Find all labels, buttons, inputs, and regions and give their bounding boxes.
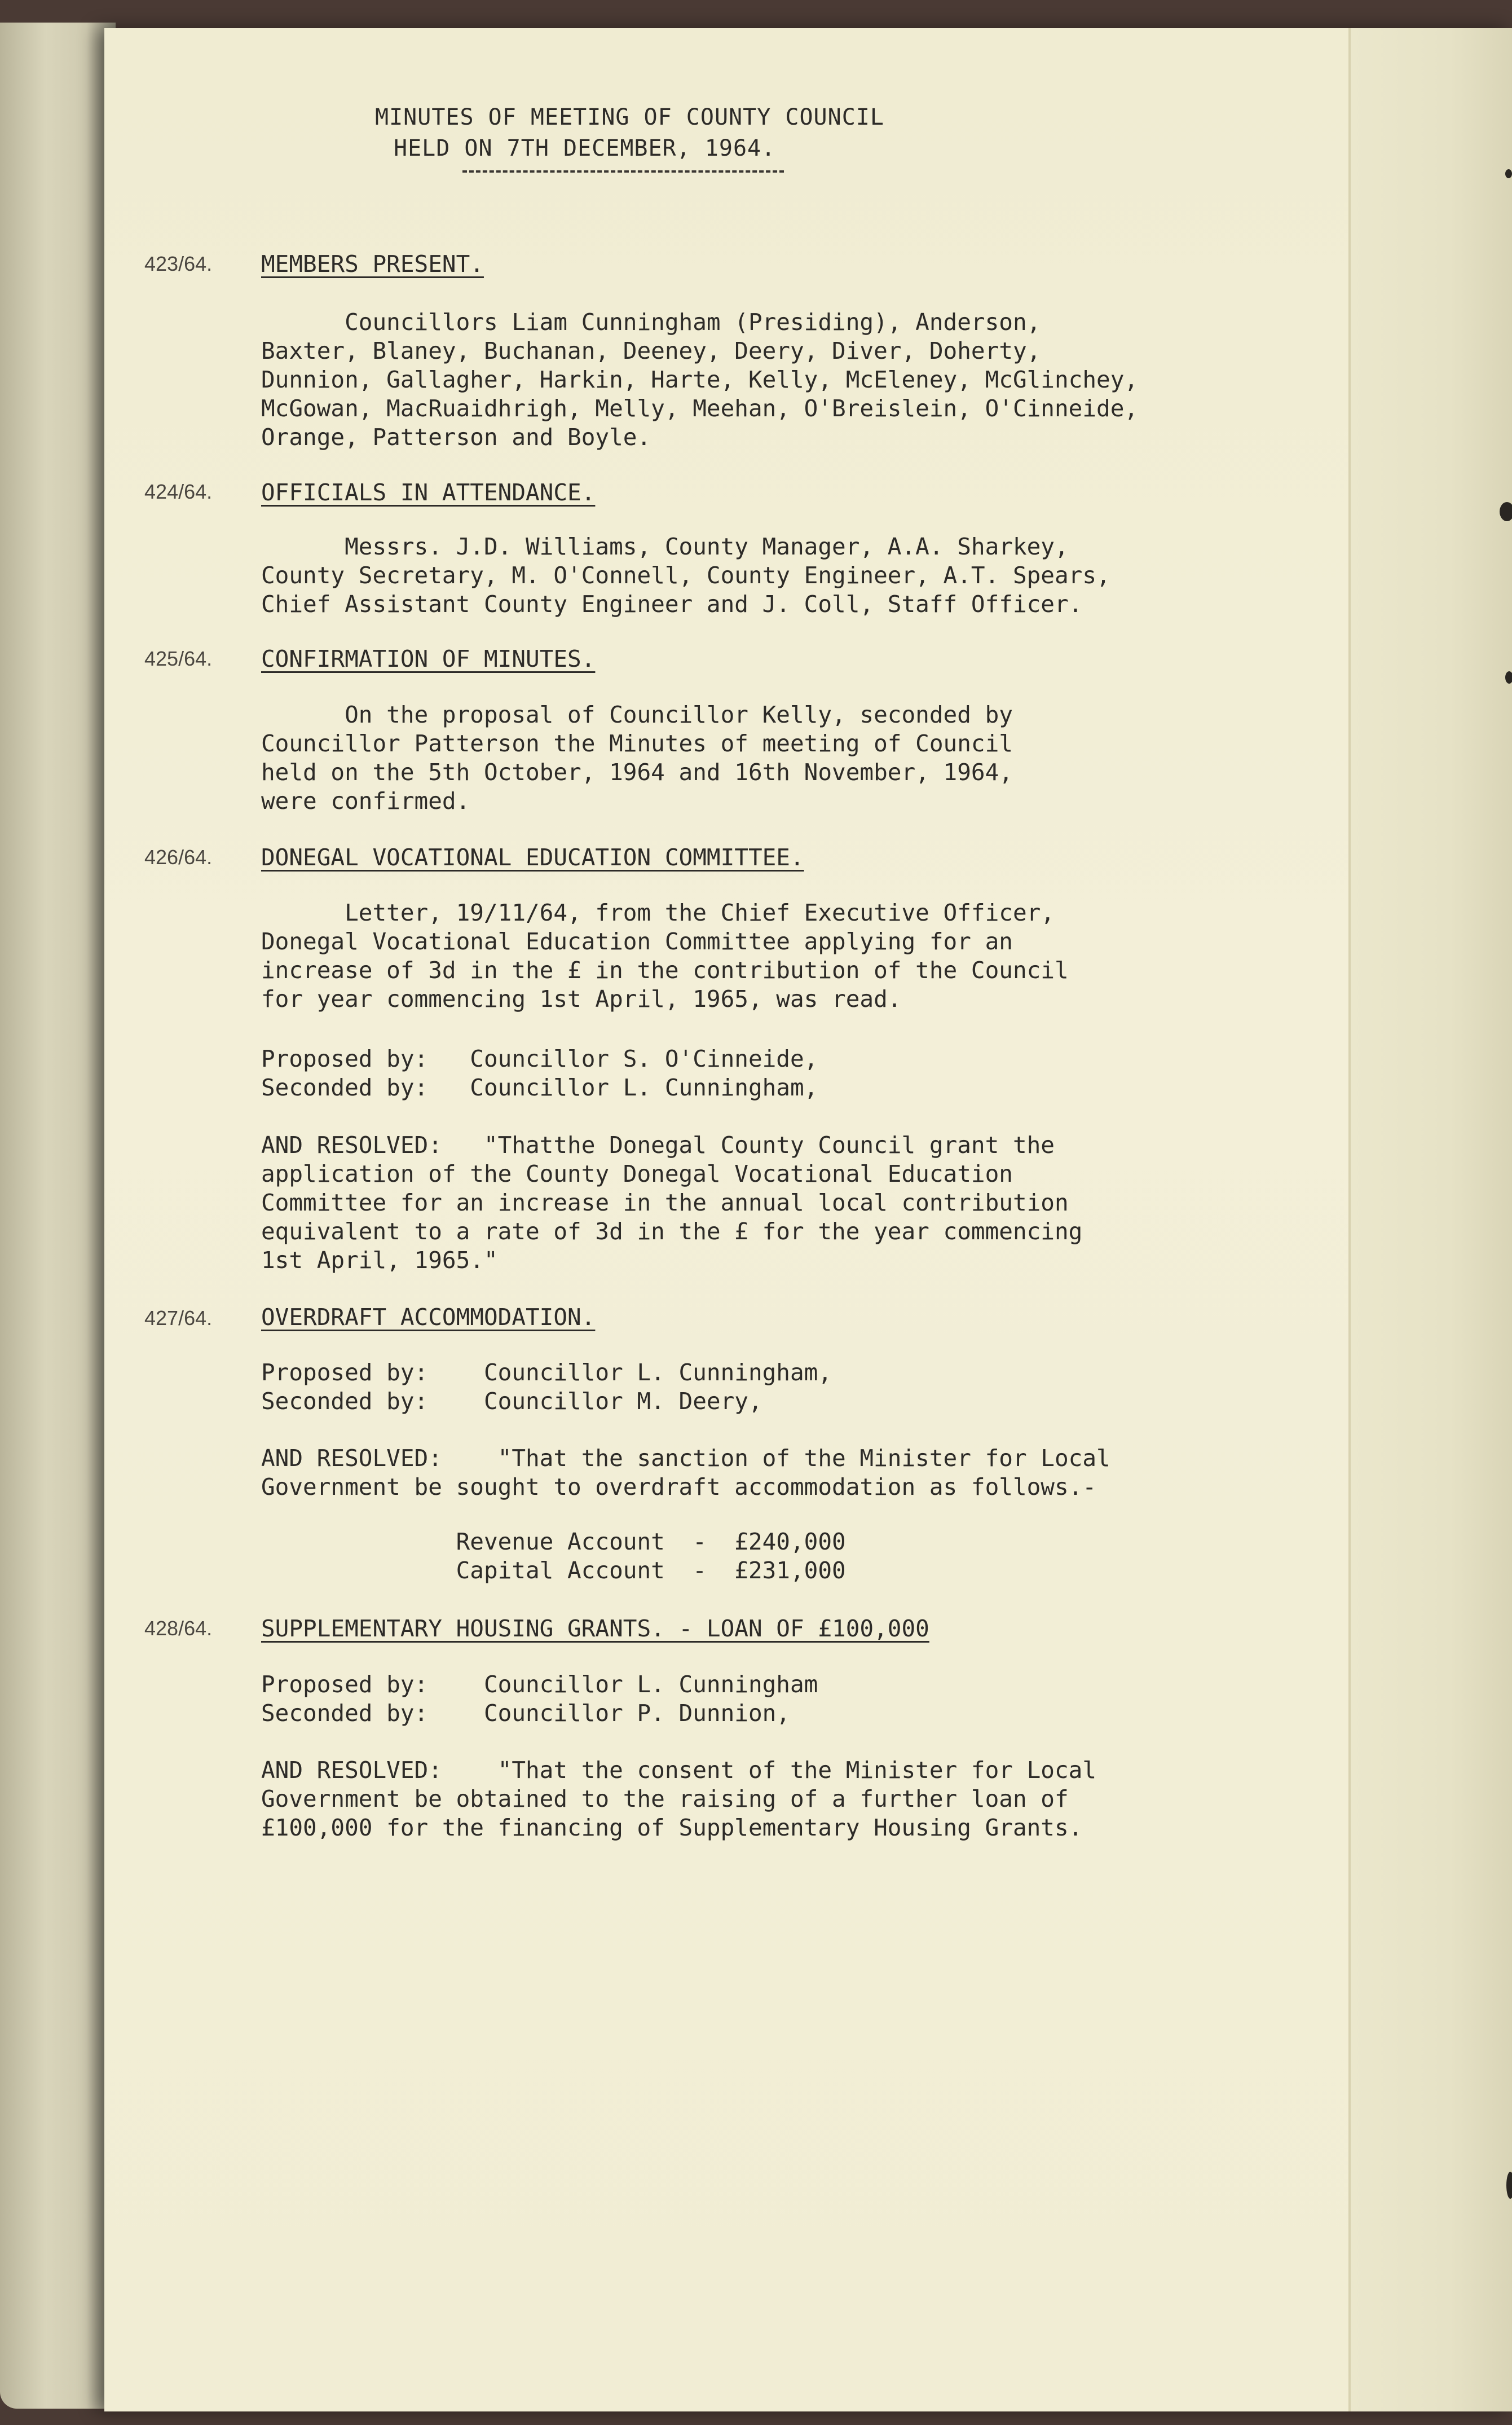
section-heading: SUPPLEMENTARY HOUSING GRANTS. - LOAN OF £100,000: [261, 1615, 929, 1642]
minute-ref: 424/64.: [144, 480, 213, 503]
motion-block: Proposed by: Councillor S. O'Cinneide, Seconded by: Councillor L. Cunningham,: [261, 1045, 818, 1101]
minute-ref: 428/64.: [144, 1617, 213, 1640]
facing-page-edge: [0, 23, 116, 2409]
motion-block: Proposed by: Councillor L. Cunningham Seconded by: Councillor P. Dunnion,: [261, 1671, 818, 1727]
document-title-line-1: MINUTES OF MEETING OF COUNTY COUNCIL: [375, 104, 884, 130]
resolution-block: AND RESOLVED: "Thatthe Donegal County Council grant the application of the County Donegal Vocational Education Committee for an increase in the annual local contribution equivalent to a rate of 3d in the £ for the year commencing 1st April, 1965.": [261, 1132, 1083, 1274]
minute-ref: 426/64.: [144, 846, 213, 869]
minute-ref: 425/64.: [144, 647, 213, 670]
section-body: On the proposal of Councillor Kelly, seconded by Councillor Patterson the Minutes of meeting of Council held on the 5th October, 1964 and 16th November, 1964, were confirmed.: [261, 701, 1013, 815]
section-heading: OFFICIALS IN ATTENDANCE.: [261, 479, 596, 506]
section-body: Messrs. J.D. Williams, County Manager, A.A. Sharkey, County Secretary, M. O'Connell, County Engineer, A.T. Spears, Chief Assistant County Engineer and J. Coll, Staff Officer.: [261, 533, 1110, 618]
minute-ref: 427/64.: [144, 1306, 213, 1330]
minute-ref: 423/64.: [144, 252, 213, 275]
section-body: Councillors Liam Cunningham (Presiding), Anderson, Baxter, Blaney, Buchanan, Deeney, Deery, Diver, Doherty, Dunnion, Gallagher, Harkin, Harte, Kelly, McEleney, McGlinchey, McGowan, MacRuaidhrigh, Melly, Meehan, O'Breislein, O'Cinneide, Orange, Patterson and Boyle.: [261, 309, 1139, 451]
section-heading: MEMBERS PRESENT.: [261, 250, 484, 278]
punch-hole-mark: [1505, 671, 1512, 684]
punch-hole-mark: [1500, 502, 1512, 521]
section-heading: DONEGAL VOCATIONAL EDUCATION COMMITTEE.: [261, 844, 804, 871]
title-divider: [462, 170, 784, 173]
page-binding-margin: [1348, 28, 1512, 2411]
punch-hole-mark: [1505, 169, 1512, 178]
motion-block: Proposed by: Councillor L. Cunningham, Seconded by: Councillor M. Deery,: [261, 1359, 832, 1415]
resolution-block: AND RESOLVED: "That the sanction of the Minister for Local Government be sought to overdraft accommodation as follows.-: [261, 1445, 1110, 1500]
resolution-block: AND RESOLVED: "That the consent of the Minister for Local Government be obtained to the raising of a further loan of £100,000 for the financing of Supplementary Housing Grants.: [261, 1757, 1097, 1841]
section-heading: OVERDRAFT ACCOMMODATION.: [261, 1304, 596, 1331]
section-body: Letter, 19/11/64, from the Chief Executive Officer, Donegal Vocational Education Committee applying for an increase of 3d in the £ in the contribution of the Council for year commencing 1st April, 1965, was read.: [261, 899, 1069, 1013]
section-heading: CONFIRMATION OF MINUTES.: [261, 645, 596, 672]
document-title-line-2: HELD ON 7TH DECEMBER, 1964.: [394, 135, 776, 161]
punch-hole-mark: [1506, 2172, 1512, 2199]
accounts-list: Revenue Account - £240,000 Capital Account - £231,000: [456, 1528, 846, 1584]
